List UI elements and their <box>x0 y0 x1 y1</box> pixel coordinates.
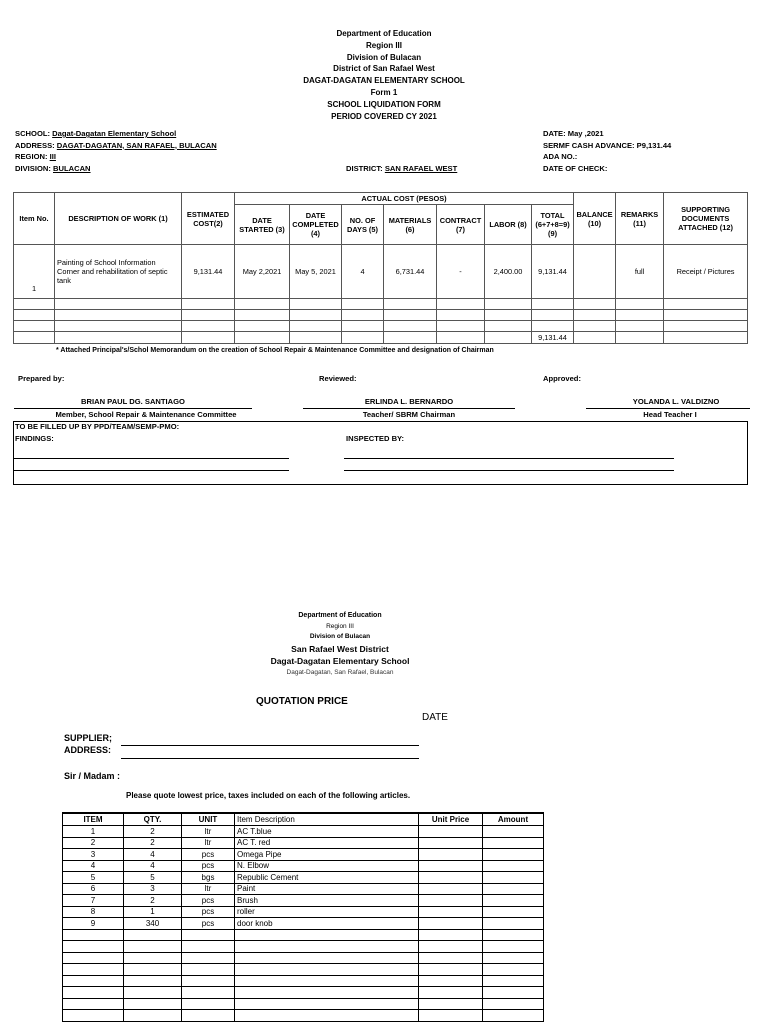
cell-item-no: 1 <box>14 245 55 299</box>
findings-label: FINDINGS: <box>15 434 54 443</box>
table-row <box>14 310 748 321</box>
school-value: Dagat-Dagatan Elementary School <box>52 129 177 138</box>
cell-description: Painting of School Information Corner and rehabilitation of septic tank <box>55 245 182 299</box>
cell-estimated-cost: 9,131.44 <box>182 245 235 299</box>
col-labor: LABOR (8) <box>485 205 532 245</box>
signatory-name: YOLANDA L. VALDIZNO <box>632 397 720 406</box>
sermf-label: SERMF CASH ADVANCE: P9,131.44 <box>543 140 672 150</box>
header-line: Department of Education <box>298 612 382 619</box>
signatory-name: ERLINDA L. BERNARDO <box>364 397 454 406</box>
table-row <box>63 952 544 964</box>
col-balance: BALANCE (10) <box>574 193 616 245</box>
quotation-header <box>200 611 480 678</box>
address-label: ADDRESS: <box>64 745 112 755</box>
supplier-block <box>64 732 112 756</box>
table-row <box>63 975 544 987</box>
col-estimated-cost: ESTIMATED COST(2) <box>182 193 235 245</box>
table-row <box>63 987 544 999</box>
address-row: ADDRESS: DAGAT-DAGATAN, SAN RAFAEL, BULACAN <box>15 140 217 150</box>
cell-total: 9,131.44 <box>532 245 574 299</box>
school-row: SCHOOL: Dagat-Dagatan Elementary School <box>15 129 177 138</box>
signatory-name: BRIAN PAUL DG. SANTIAGO <box>81 397 185 406</box>
signatory-position: Member, School Repair & Maintenance Committee <box>55 410 237 419</box>
header-line: Form 1 <box>370 87 398 97</box>
col-remarks: REMARKS (11) <box>616 193 664 245</box>
table-row <box>63 941 544 953</box>
col-no-of-days: NO. OF DAYS (5) <box>342 205 384 245</box>
table-row: 4 4 pcs N. Elbow <box>63 860 544 872</box>
address-line <box>121 758 419 759</box>
cell-date-completed: May 5, 2021 <box>290 245 342 299</box>
col-amount: Amount <box>483 813 544 826</box>
col-item: ITEM <box>63 813 124 826</box>
table-row: 6 3 ltr Paint <box>63 883 544 895</box>
right-info <box>543 128 671 174</box>
approved-label: Approved: <box>543 374 581 383</box>
table-row <box>63 1010 544 1022</box>
col-item-description: Item Description <box>235 813 419 826</box>
region-row: REGION: III <box>15 152 56 162</box>
quotation-date-label: DATE <box>422 712 448 723</box>
col-date-started: DATE STARTED (3) <box>235 205 290 245</box>
date-label: DATE: May ,2021 <box>543 129 604 138</box>
division-value: BULACAN <box>53 163 91 173</box>
cell-contract: - <box>437 245 485 299</box>
table-row <box>63 964 544 976</box>
header-line: Department of Education <box>336 29 432 38</box>
findings-line <box>13 458 289 459</box>
table-row: 3 4 pcs Omega Pipe <box>63 849 544 861</box>
district-row: DISTRICT: SAN RAFAEL WEST <box>346 164 458 173</box>
cell-labor: 2,400.00 <box>485 245 532 299</box>
col-materials: MATERIALS (6) <box>384 205 437 245</box>
table-row: 8 1 pcs roller <box>63 906 544 918</box>
cell-balance <box>574 245 616 299</box>
table-row: 5 5 bgs Republic Cement <box>63 872 544 884</box>
col-unit: UNIT <box>182 813 235 826</box>
col-unit-price: Unit Price <box>419 813 483 826</box>
header-line: Dagat-Dagatan, San Rafael, Bulacan <box>286 668 394 676</box>
cell-supporting-docs: Receipt / Pictures <box>664 245 748 299</box>
quotation-table <box>62 812 544 1022</box>
col-description: DESCRIPTION OF WORK (1) <box>55 193 182 245</box>
header-line: Region III <box>366 40 402 50</box>
grand-total: 9,131.44 <box>532 332 574 344</box>
table-row <box>14 321 748 332</box>
signatory-position: Head Teacher I <box>643 410 697 419</box>
signatory-position: Teacher/ SBRM Chairman <box>362 410 456 419</box>
table-row <box>14 299 748 310</box>
address-value: DAGAT-DAGATAN, SAN RAFAEL, BULACAN <box>56 140 217 150</box>
liquidation-table <box>13 192 748 344</box>
table-row: 9 340 pcs door knob <box>63 918 544 930</box>
quotation-header-row <box>63 813 544 826</box>
ppd-label: TO BE FILLED UP BY PPD/TEAM/SEMP-PMO: <box>15 422 180 431</box>
header-line: Region III <box>326 622 354 630</box>
actual-cost-header: ACTUAL COST (PESOS) <box>235 193 574 205</box>
col-item-no: Item No. <box>14 193 55 245</box>
reviewed-label: Reviewed: <box>319 374 357 383</box>
header-line: Division of Bulacan <box>346 52 422 62</box>
header-line: Dagat-Dagatan Elementary School <box>270 655 410 666</box>
inspected-line <box>344 470 674 471</box>
header-line: San Rafael West District <box>291 643 389 654</box>
table-row <box>63 929 544 941</box>
col-date-completed: DATE COMPLETED (4) <box>290 205 342 245</box>
cell-materials: 6,731.44 <box>384 245 437 299</box>
table-row: 1 2 ltr AC T.blue <box>63 826 544 838</box>
col-contract: CONTRACT (7) <box>437 205 485 245</box>
header-line: DAGAT-DAGATAN ELEMENTARY SCHOOL <box>303 76 465 86</box>
cell-date-started: May 2,2021 <box>235 245 290 299</box>
inspected-line <box>344 458 674 459</box>
col-supporting-docs: SUPPORTING DOCUMENTS ATTACHED (12) <box>664 193 748 245</box>
memo-note: * Attached Principal's/Schol Memorandum on the creation of School Repair & Maintenance Committee and designation of Chairman <box>56 347 494 354</box>
header-line: PERIOD COVERED CY 2021 <box>331 111 437 121</box>
table-row <box>14 332 748 344</box>
quotation-title: QUOTATION PRICE <box>256 696 348 707</box>
prepared-label: Prepared by: <box>18 374 65 383</box>
region-value: III <box>49 152 56 162</box>
district-value: SAN RAFAEL WEST <box>384 164 458 173</box>
cell-no-of-days: 4 <box>342 245 384 299</box>
salutation: Sir / Madam : <box>64 771 121 781</box>
header-line: District of San Rafael West <box>333 64 435 74</box>
header-line: Division of Bulacan <box>309 633 371 640</box>
ada-label: ADA NO.: <box>543 152 578 162</box>
table-row: 2 2 ltr AC T. red <box>63 837 544 849</box>
col-qty: QTY. <box>124 813 182 826</box>
supplier-line <box>121 745 419 746</box>
table-row <box>63 998 544 1010</box>
school-info <box>15 128 345 174</box>
col-total: TOTAL (6+7+8=9) (9) <box>532 205 574 245</box>
table-row: 7 2 pcs Brush <box>63 895 544 907</box>
header-line: SCHOOL LIQUIDATION FORM <box>327 99 441 109</box>
instruction: Please quote lowest price, taxes included on each of the following articles. <box>126 791 411 800</box>
check-label: DATE OF CHECK: <box>543 163 608 173</box>
supplier-label: SUPPLIER; <box>64 733 113 743</box>
table-row <box>14 245 748 299</box>
cell-remarks: full <box>616 245 664 299</box>
division-row: DIVISION: BULACAN <box>15 163 91 173</box>
form1-header <box>0 28 768 122</box>
inspected-label: INSPECTED BY: <box>346 434 405 443</box>
findings-line <box>13 470 289 471</box>
